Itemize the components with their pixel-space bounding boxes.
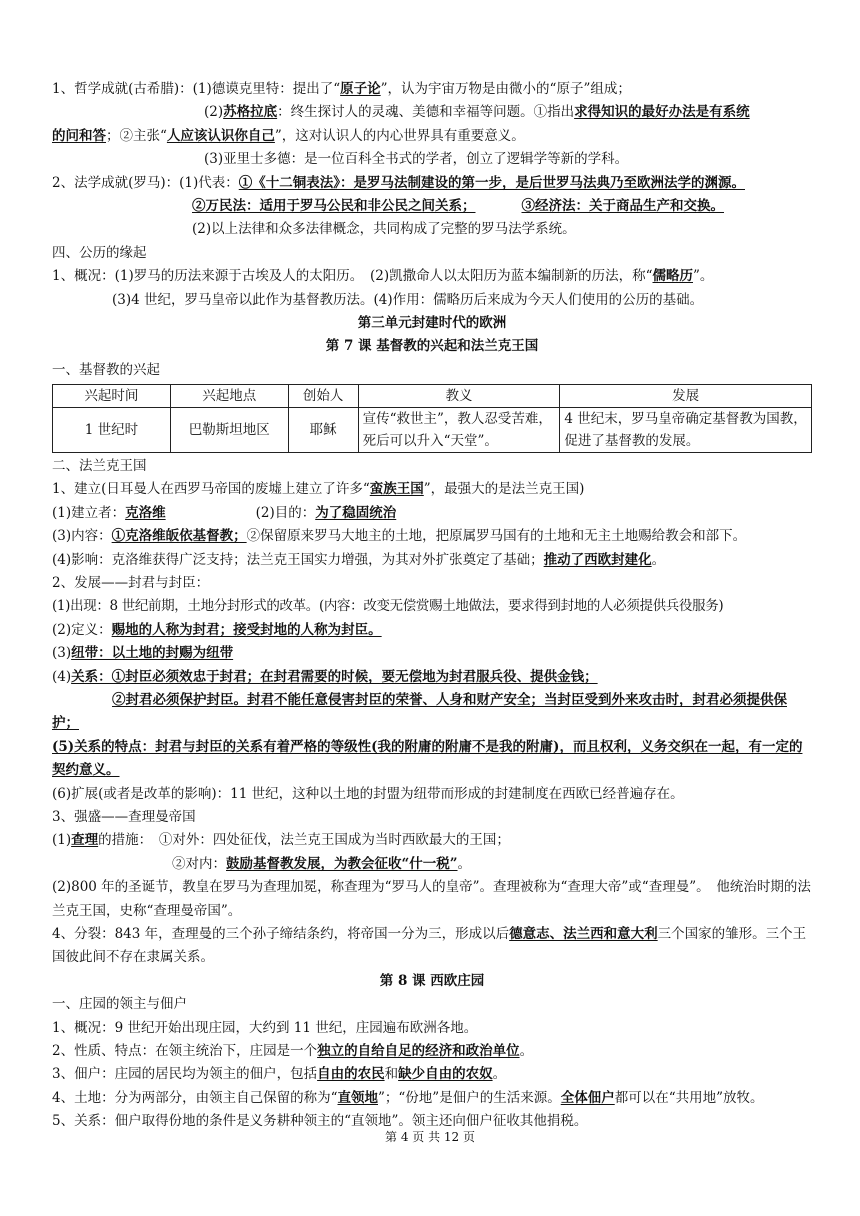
table-row bbox=[53, 408, 812, 453]
text: (4) bbox=[52, 668, 72, 685]
christianity-table bbox=[52, 384, 812, 453]
text-line bbox=[52, 666, 812, 689]
text-line: (3)4 世纪，罗马皇帝以此作为基督教历法。(4)作用：儒略历后来成为今天人们使用的公历的基础。 bbox=[112, 291, 704, 308]
text: 和 bbox=[384, 1066, 399, 1083]
text: ”，这对认识人的内心世界具有重要意义。 bbox=[274, 127, 525, 144]
text: 都可以在“共用地”放牧。 bbox=[614, 1089, 764, 1106]
key-term: 德意志、法兰西和意大利 bbox=[509, 925, 658, 942]
text-line: (6)扩展(或者是改革的影响)：11 世纪，这种以土地的封盟为纽带而形成的封建制度在西欧已经普遍存在。 bbox=[52, 785, 684, 802]
lesson-title: 第 8 课 西欧庄园 bbox=[379, 972, 485, 989]
text: 三个国家的雏形。三个王国彼此间不存在隶属关系。 bbox=[52, 925, 807, 966]
text: ②保留原来罗马大地主的土地，把原属罗马国有的土地和无主土地赐给教会和部下。 bbox=[246, 528, 747, 545]
text: ”，认为宇宙万物是由微小的“原子”组成； bbox=[380, 81, 631, 97]
key-term: ①《十二铜表法》：是罗马法制建设的第一步，是后世罗马法典乃至欧洲法学的渊源。 bbox=[238, 174, 745, 191]
key-term: 独立的自给自足的经济和政治单位 bbox=[317, 1042, 520, 1059]
text-line: 5、关系：佃户取得份地的条件是义务耕种领主的“直领地”。领主还向佃户征收其他捐税。 bbox=[52, 1113, 588, 1130]
text-line bbox=[52, 78, 812, 101]
text-line bbox=[52, 1063, 812, 1086]
unit-title: 第三单元封建时代的欧洲 bbox=[357, 314, 507, 331]
text: (3)内容： bbox=[52, 528, 112, 545]
page-footer: 第 4 页 共 12 页 bbox=[385, 1130, 475, 1144]
text: ：终生探讨人的灵魂、美德和幸福等问题。①指出 bbox=[277, 104, 575, 121]
table-cell: 4 世纪末，罗马皇帝确定基督教为国教，促进了基督教的发展。 bbox=[560, 408, 812, 453]
text-line: 1、概况：9 世纪开始出现庄园，大约到 11 世纪，庄园遍布欧洲各地。 bbox=[52, 1019, 478, 1036]
text-paragraph: (2)800 年的圣诞节，教皇在罗马为查理加冕，称查理为“罗马人的皇帝”。查理被称为“查理大帝”或“查理曼”。 他统治时期的法兰克王国，史称“查理曼帝国”。 bbox=[52, 879, 811, 919]
key-term: 关系：①封臣必须效忠于封君；在封君需要的时候，要无偿地为封君服兵役、提供金钱； bbox=[71, 668, 598, 685]
text: (1) bbox=[52, 832, 72, 849]
key-term: 求得知识的最好办法是有系统 bbox=[574, 104, 750, 121]
text-line bbox=[52, 525, 812, 548]
table-header-cell: 发展 bbox=[560, 385, 812, 408]
key-term: 鼓励基督教发展，为教会征收“什一税” bbox=[226, 855, 458, 872]
text: (2) bbox=[204, 104, 224, 121]
table-cell: 1 世纪时 bbox=[53, 408, 171, 453]
text: (1)建立者： bbox=[52, 504, 126, 521]
table-cell: 巴勒斯坦地区 bbox=[170, 408, 288, 453]
key-term: 原子论 bbox=[340, 81, 381, 97]
text: ”。 bbox=[693, 268, 714, 285]
key-term: 查理 bbox=[71, 832, 99, 849]
text-line bbox=[52, 549, 812, 572]
key-term: 全体佃户 bbox=[560, 1089, 615, 1106]
text: 的措施： ①对外：四处征伐，法兰克王国成为当时西欧最大的王国； bbox=[98, 832, 510, 849]
key-term: 蛮族王国 bbox=[369, 481, 424, 498]
table-cell: 宣传“救世主”，教人忍受苦难，死后可以升入“天堂”。 bbox=[358, 408, 560, 453]
text: 。 bbox=[519, 1042, 534, 1059]
text: 3、佃户：庄园的居民均为领主的佃户，包括 bbox=[52, 1066, 318, 1083]
key-term: 自由的农民 bbox=[317, 1066, 385, 1083]
text-line bbox=[52, 829, 812, 852]
key-term: 为了稳固统治 bbox=[315, 504, 397, 521]
text: 1、概况：(1)罗马的历法来源于古埃及人的太阳历。 (2)凯撒命人以太阳历为蓝本编制新的历法，称“ bbox=[52, 268, 653, 285]
text: (4)影响：克洛维获得广泛支持；法兰克王国实力增强，为其对外扩张奠定了基础； bbox=[52, 551, 544, 568]
text-line bbox=[52, 502, 812, 525]
text-line: (3)亚里士多德：是一位百科全书式的学者，创立了逻辑学等新的学科。 bbox=[204, 151, 629, 168]
key-term: 赐地的人称为封君；接受封地的人称为封臣。 bbox=[111, 621, 382, 638]
text-line bbox=[52, 101, 812, 124]
text-paragraph bbox=[52, 923, 812, 970]
table-header-cell: 兴起时间 bbox=[53, 385, 171, 408]
key-term: 的问和答 bbox=[52, 127, 106, 144]
text-line bbox=[52, 265, 812, 288]
key-term: 克洛维 bbox=[125, 504, 166, 521]
text: ；②主张“ bbox=[106, 127, 167, 144]
key-term: 人应该认识你自己 bbox=[166, 127, 275, 144]
table-header-cell: 教义 bbox=[358, 385, 560, 408]
text: ②对内： bbox=[172, 855, 226, 872]
section-heading: 四、公历的缘起 bbox=[52, 244, 147, 261]
key-term: 苏格拉底 bbox=[223, 104, 278, 121]
text: ”，最强大的是法兰克王国) bbox=[423, 481, 585, 498]
text: 2、法学成就(罗马)：(1)代表： bbox=[52, 174, 239, 191]
table-header-row bbox=[53, 385, 812, 408]
text-line bbox=[52, 1040, 812, 1063]
key-term: 推动了西欧封建化 bbox=[543, 551, 652, 568]
text: 。 bbox=[457, 855, 472, 872]
key-term: ①克洛维皈依基督教； bbox=[111, 528, 247, 545]
key-term: 儒略历 bbox=[652, 268, 693, 285]
key-term: 纽带：以土地的封赐为纽带 bbox=[71, 645, 234, 662]
text-paragraph: ②封君必须保护封臣。封君不能任意侵害封臣的荣誉、人身和财产安全；当封臣受到外来攻击时，封君必须提供保护； bbox=[52, 691, 787, 732]
text: (2)定义： bbox=[52, 621, 112, 638]
text-line bbox=[52, 642, 812, 665]
key-term: ③经济法：关于商品生产和交换。 bbox=[521, 197, 724, 214]
text-line bbox=[52, 853, 812, 876]
text-line: 2、发展——封君与封臣： bbox=[52, 575, 210, 592]
key-term: ②万民法：适用于罗马公民和非公民之间关系； bbox=[192, 197, 476, 214]
text-line: (2)以上法律和众多法律概念，共同构成了完整的罗马法学系统。 bbox=[192, 221, 576, 238]
text-line bbox=[52, 125, 812, 148]
text-line bbox=[52, 172, 812, 195]
text: ”；“份地”是佃户的生活来源。 bbox=[378, 1089, 561, 1106]
text: 4、土地：分为两部分，由领主自己保留的称为“ bbox=[52, 1089, 338, 1106]
document-page bbox=[52, 78, 812, 1134]
lesson-title: 第 7 课 基督教的兴起和法兰克王国 bbox=[325, 338, 539, 355]
text: (3) bbox=[52, 645, 72, 662]
text: 。 bbox=[651, 551, 666, 568]
text: 1、哲学成就(古希腊)：(1)德谟克里特：提出了“ bbox=[52, 81, 341, 97]
key-term: 直领地 bbox=[337, 1089, 378, 1106]
text: 2、性质、特点：在领主统治下，庄园是一个 bbox=[52, 1042, 318, 1059]
text-line: (1)出现：8 世纪前期，土地分封形式的改革。(内容：改变无偿赏赐土地做法，要求得到封地的人必须提供兵役服务) bbox=[52, 598, 724, 615]
text-line bbox=[52, 195, 812, 218]
text-paragraph bbox=[52, 1087, 812, 1110]
text-line: 3、强盛——查理曼帝国 bbox=[52, 809, 196, 825]
section-heading: 一、庄园的领主与佃户 bbox=[52, 996, 187, 1013]
section-heading: 一、基督教的兴起 bbox=[52, 361, 160, 378]
table-header-cell: 创始人 bbox=[288, 385, 358, 408]
text-paragraph: (5)关系的特点：封君与封臣的关系有着严格的等级性(我的附庸的附庸不是我的附庸)，而且权利，义务交织在一起，有一定的契约意义。 bbox=[52, 738, 803, 779]
table-cell: 耶稣 bbox=[288, 408, 358, 453]
section-heading: 二、法兰克王国 bbox=[52, 458, 147, 475]
text-line bbox=[52, 619, 812, 642]
key-term: 缺少自由的农奴 bbox=[398, 1066, 493, 1083]
table-header-cell: 兴起地点 bbox=[170, 385, 288, 408]
text-line bbox=[52, 478, 812, 501]
text: 4、分裂：843 年，查理曼的三个孙子缔结条约，将帝国一分为三，形成以后 bbox=[52, 925, 510, 942]
text: 。 bbox=[492, 1066, 507, 1083]
text: (2)目的： bbox=[255, 504, 316, 521]
text: 1、建立(日耳曼人在西罗马帝国的废墟上建立了许多“ bbox=[52, 481, 370, 498]
